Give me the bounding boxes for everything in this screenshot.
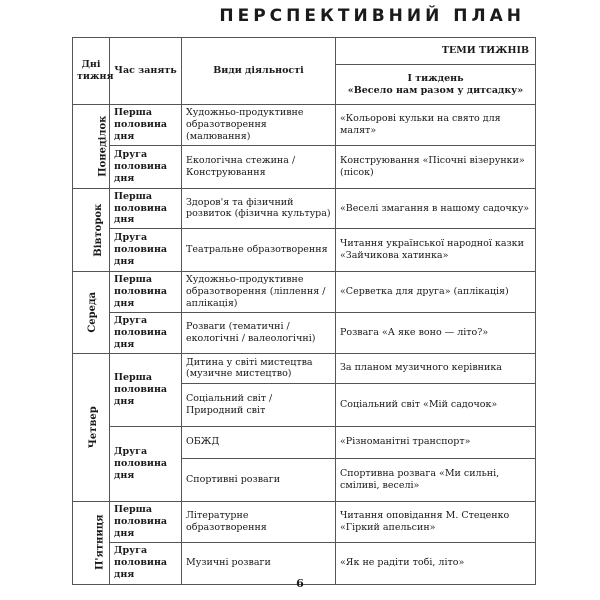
period-second: Друга половина дня xyxy=(110,145,182,188)
header-day: Дні тижня xyxy=(73,38,110,105)
table-row xyxy=(73,188,536,229)
day-wednesday: Середа xyxy=(73,272,110,354)
table-row xyxy=(73,229,536,272)
activity-cell: Соціальний світ / Природний світ xyxy=(182,383,336,426)
theme-cell: «Серветка для друга» (аплікація) xyxy=(336,272,536,313)
table-row xyxy=(73,105,536,146)
table-row xyxy=(73,501,536,542)
day-monday: Понеділок xyxy=(73,105,110,189)
theme-cell: Читання української народної казки «Зайчикова хатинка» xyxy=(336,229,536,272)
page-number: 6 xyxy=(296,577,304,590)
activity-cell: Екологічна стежина / Конструювання xyxy=(182,145,336,188)
period-second: Друга половина дня xyxy=(110,229,182,272)
page-title: ПЕРСПЕКТИВНИЙ ПЛАН xyxy=(219,6,525,26)
theme-cell: Соціальний світ «Мій садочок» xyxy=(336,383,536,426)
period-first: Перша половина дня xyxy=(110,353,182,426)
period-first: Перша половина дня xyxy=(110,501,182,542)
day-friday: П'ятниця xyxy=(73,501,110,584)
plan-table xyxy=(72,37,536,585)
activity-cell: ОБЖД xyxy=(182,426,336,458)
period-second: Друга половина дня xyxy=(110,542,182,584)
header-themes: ТЕМИ ТИЖНІВ xyxy=(336,38,536,65)
header-time: Час занять xyxy=(110,38,182,105)
period-first: Перша половина дня xyxy=(110,272,182,313)
activity-cell: Театральне образотворення xyxy=(182,229,336,272)
theme-cell: «Кольорові кульки на свято для малят» xyxy=(336,105,536,146)
period-first: Перша половина дня xyxy=(110,188,182,229)
table-row xyxy=(73,272,536,313)
theme-cell: За планом музичного керівника xyxy=(336,353,536,383)
activity-cell: Художньо-продуктивне образотворення (малювання) xyxy=(182,105,336,146)
period-second: Друга половина дня xyxy=(110,426,182,501)
day-tuesday: Вівторок xyxy=(73,188,110,272)
theme-cell: Читання оповідання М. Стеценко «Гіркий апельсин» xyxy=(336,501,536,542)
table-row xyxy=(73,313,536,354)
activity-cell: Художньо-продуктивне образотворення (ліплення / аплікація) xyxy=(182,272,336,313)
theme-cell: «Веселі змагання в нашому садочку» xyxy=(336,188,536,229)
table-row xyxy=(73,426,536,458)
table-row xyxy=(73,353,536,383)
period-first: Перша половина дня xyxy=(110,105,182,146)
theme-cell: Спортивна розвага «Ми сильні, сміливі, веселі» xyxy=(336,458,536,501)
day-thursday: Четвер xyxy=(73,353,110,501)
activity-cell: Розваги (тематичні / екологічні / валеологічні) xyxy=(182,313,336,354)
week1-subtitle: «Весело нам разом у дитсадку» xyxy=(347,84,524,96)
theme-cell: Розвага «А яке воно — літо?» xyxy=(336,313,536,354)
activity-cell: Здоров'я та фізичний розвиток (фізична культура) xyxy=(182,188,336,229)
week1-title: І тиждень xyxy=(407,72,464,84)
activity-cell: Музичні розваги xyxy=(182,542,336,584)
activity-cell: Дитина у світі мистецтва (музичне мистецтво) xyxy=(182,353,336,383)
activity-cell: Спортивні розваги xyxy=(182,458,336,501)
theme-cell: Конструювання «Пісочні візерунки» (пісок) xyxy=(336,145,536,188)
theme-cell: «Різноманітні транспорт» xyxy=(336,426,536,458)
table-row xyxy=(73,145,536,188)
activity-cell: Літературне образотворення xyxy=(182,501,336,542)
period-second: Друга половина дня xyxy=(110,313,182,354)
header-activity: Види діяльності xyxy=(182,38,336,105)
header-week1 xyxy=(336,65,536,105)
theme-cell: «Як не радіти тобі, літо» xyxy=(336,542,536,584)
